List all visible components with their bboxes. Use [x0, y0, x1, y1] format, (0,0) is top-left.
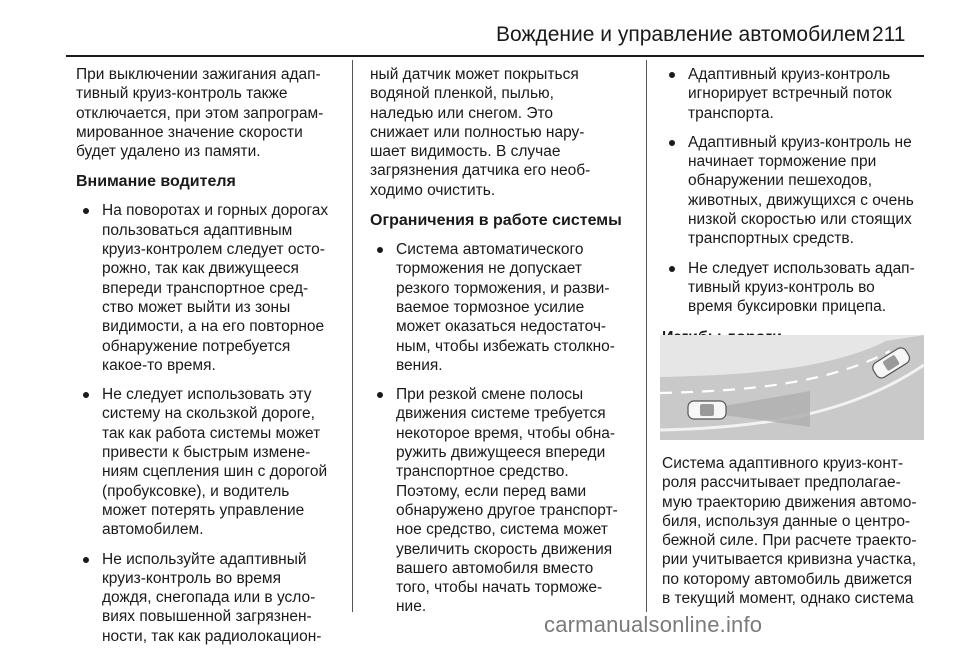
list-item: Адаптивный круиз-контроль не начинает торможение при обнаружении пешеходов, животных, движущихся с очень низкой скоростью или стоящих транспортных средств.	[662, 133, 924, 249]
section-heading-driver-attention: Внимание водителя	[76, 173, 236, 191]
page-number: 211	[872, 23, 906, 46]
intro-paragraph: При выключении зажигания адап- тивный круиз-контроль также отключается, при этом запрограм- мированное значение скорости будет удалено из памяти.	[76, 66, 324, 161]
bullet-icon	[83, 557, 89, 563]
column-divider	[352, 60, 353, 612]
column-right	[662, 65, 924, 349]
chapter-title: Вождение и управление автомобилем	[496, 23, 871, 46]
list-item: Адаптивный круиз-контроль игнорирует встречный поток транспорта.	[662, 65, 924, 123]
bullet-list	[370, 240, 642, 617]
bullet-icon	[669, 266, 675, 272]
bullet-icon	[377, 392, 383, 398]
list-item: На поворотах и горных дорогах пользоваться адаптивным круиз-контролем следует осто- рожно, так как движущееся впереди транспортное сред- ство может выйти из зоны видимости, а на его повторное обнаружение потребуется какое-то время.	[76, 201, 348, 375]
list-item: Не следует использовать адап- тивный круиз-контроль во время буксировки прицепа.	[662, 259, 924, 317]
bullet-icon	[83, 208, 89, 214]
list-item: Система автоматического торможения не допускает резкого торможения, и разви- ваемое тормозное усилие может оказаться недостаточ- ным, чтобы избежать столкно- вения.	[370, 240, 642, 375]
header-rule	[66, 55, 924, 57]
section-heading-system-limitations: Ограничения в работе системы	[370, 212, 622, 230]
bullet-icon	[377, 247, 383, 253]
list-item: Не используйте адаптивный круиз-контроль во время дождя, снегопада или в усло- виях повышенной загрязнен- ности, так как радиолокацион-	[76, 550, 348, 646]
list-item: При резкой смене полосы движения системе требуется некоторое время, чтобы обна- ружить движущееся впереди транспортное средство. Поэтому, если перед вами обнаружено другое транспорт- ное средство, система может увеличить скорость движения вашего автомобиля вместо того, чтобы начать торможе- ние.	[370, 385, 642, 617]
column-middle	[370, 65, 642, 627]
continued-paragraph: ный датчик может покрыться водяной пленкой, пылью, наледью или снегом. Это снижает или полностью нару- шает видимость. В случае загрязнения датчика его необ- ходимо очистить.	[370, 66, 591, 199]
bullet-list	[76, 201, 348, 646]
list-item: Не следует использовать эту систему на скользкой дороге, так как работа системы может привести к быстрым измене- ниям сцепления шин с дорогой (пробуксовке), и водитель может потерять управление автомобилем.	[76, 385, 348, 539]
bullet-icon	[83, 392, 89, 398]
column-left	[76, 65, 348, 656]
column-right-lower	[662, 454, 932, 608]
footer-watermark: carmanualsonline.info	[544, 612, 763, 637]
road-curves-paragraph: Система адаптивного круиз-конт- роля рассчитывает предполагае- мую траекторию движения автомо- биля, используя данные о центро- бежной силе. При расчете траекто- рии учитывается кривизна участка, по которому автомобиль движется в текущий момент, однако система	[662, 455, 917, 608]
own-car-icon	[688, 401, 726, 419]
bullet-icon	[669, 72, 675, 78]
column-divider	[646, 60, 647, 612]
bullet-icon	[669, 140, 675, 146]
page-header	[0, 0, 960, 56]
bullet-list	[662, 65, 924, 317]
curved-road-illustration	[660, 335, 924, 440]
